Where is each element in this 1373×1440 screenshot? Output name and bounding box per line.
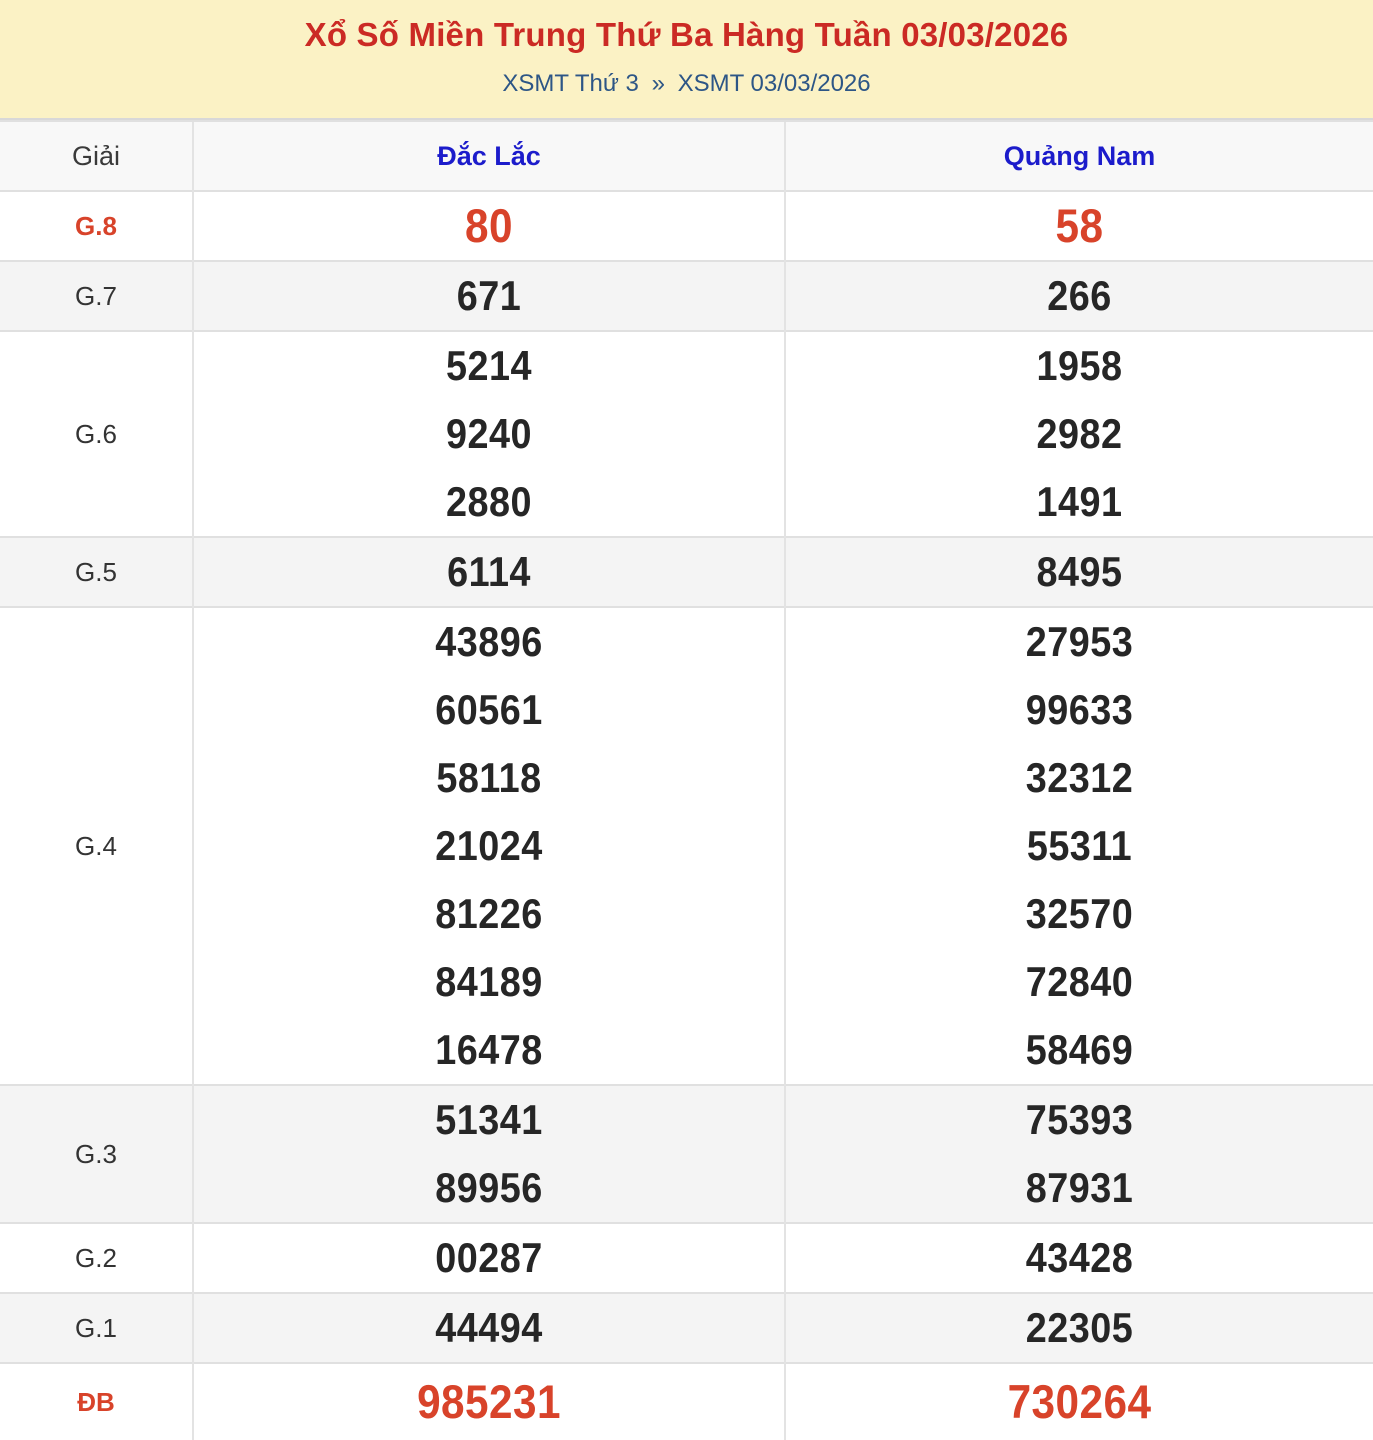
result-number: 32570 <box>1025 890 1134 937</box>
prize-label: G.3 <box>0 1085 193 1223</box>
result-number: 27953 <box>1025 618 1134 665</box>
prize-label: G.4 <box>0 607 193 1085</box>
result-number: 8495 <box>1036 548 1123 595</box>
result-cell <box>193 261 785 331</box>
prize-label: ĐB <box>0 1363 193 1440</box>
result-cell <box>193 607 785 1085</box>
result-number: 99633 <box>1025 686 1134 733</box>
table-row <box>0 1293 1373 1363</box>
table-row <box>0 331 1373 537</box>
result-number: 87931 <box>1025 1164 1134 1211</box>
prize-label: G.5 <box>0 537 193 607</box>
result-cell <box>785 261 1373 331</box>
result-number: 1491 <box>1036 478 1123 525</box>
table-row <box>0 1085 1373 1223</box>
page-title: Xổ Số Miền Trung Thứ Ba Hàng Tuần 03/03/2026 <box>304 16 1069 53</box>
prize-label: G.7 <box>0 261 193 331</box>
result-number: 55311 <box>1026 822 1133 869</box>
result-number: 5214 <box>446 342 532 389</box>
result-number: 2880 <box>446 478 532 525</box>
breadcrumb-separator: » <box>651 70 665 97</box>
result-number: 671 <box>456 272 522 319</box>
result-number: 89956 <box>435 1164 543 1211</box>
result-number: 44494 <box>435 1304 543 1351</box>
result-number: 32312 <box>1025 754 1134 801</box>
result-number: 81226 <box>435 890 543 937</box>
breadcrumb-link-xsmt-thu3[interactable]: XSMT Thứ 3 <box>502 70 639 97</box>
result-number: 16478 <box>435 1026 543 1073</box>
result-number: 58469 <box>1025 1026 1134 1073</box>
result-number: 9240 <box>446 410 532 457</box>
result-cell <box>785 1293 1373 1363</box>
result-cell <box>193 191 785 261</box>
result-number: 84189 <box>435 958 543 1005</box>
result-number: 43428 <box>1025 1234 1134 1281</box>
result-cell <box>193 1085 785 1223</box>
result-cell <box>785 1363 1373 1440</box>
result-number: 730264 <box>1007 1375 1152 1428</box>
prize-column-header: Giải <box>0 121 193 191</box>
breadcrumb-link-xsmt-date[interactable]: XSMT 03/03/2026 <box>677 70 871 97</box>
prize-label: G.6 <box>0 331 193 537</box>
result-number: 2982 <box>1036 410 1123 457</box>
result-number: 75393 <box>1025 1096 1134 1143</box>
result-cell <box>785 607 1373 1085</box>
table-row <box>0 1363 1373 1440</box>
table-header-row <box>0 121 1373 191</box>
result-number: 00287 <box>435 1234 543 1281</box>
result-cell <box>193 537 785 607</box>
result-number: 6114 <box>447 548 531 595</box>
breadcrumb <box>0 70 1373 98</box>
result-number: 60561 <box>435 686 543 733</box>
table-row <box>0 1223 1373 1293</box>
lottery-results-table <box>0 120 1373 1440</box>
result-number: 58118 <box>436 754 542 801</box>
result-cell <box>785 537 1373 607</box>
result-cell <box>785 1085 1373 1223</box>
table-row <box>0 537 1373 607</box>
result-number: 51341 <box>435 1096 543 1143</box>
page-header-banner <box>0 0 1373 120</box>
results-body <box>0 191 1373 1440</box>
table-row <box>0 191 1373 261</box>
result-number: 985231 <box>417 1375 561 1428</box>
result-number: 21024 <box>435 822 543 869</box>
prize-label: G.1 <box>0 1293 193 1363</box>
result-number: 22305 <box>1025 1304 1134 1351</box>
province-header-dac-lac[interactable]: Đắc Lắc <box>193 121 785 191</box>
result-number: 72840 <box>1025 958 1134 1005</box>
result-number: 1958 <box>1036 342 1123 389</box>
prize-label: G.8 <box>0 191 193 261</box>
province-header-quang-nam[interactable]: Quảng Nam <box>785 121 1373 191</box>
result-number: 80 <box>465 199 513 252</box>
result-cell <box>193 331 785 537</box>
result-number: 43896 <box>435 618 543 665</box>
result-cell <box>193 1293 785 1363</box>
result-cell <box>785 191 1373 261</box>
result-cell <box>785 331 1373 537</box>
table-row <box>0 261 1373 331</box>
table-row <box>0 607 1373 1085</box>
result-cell <box>193 1223 785 1293</box>
result-number: 266 <box>1047 272 1112 319</box>
result-cell <box>193 1363 785 1440</box>
result-number: 58 <box>1055 199 1104 252</box>
prize-label: G.2 <box>0 1223 193 1293</box>
result-cell <box>785 1223 1373 1293</box>
